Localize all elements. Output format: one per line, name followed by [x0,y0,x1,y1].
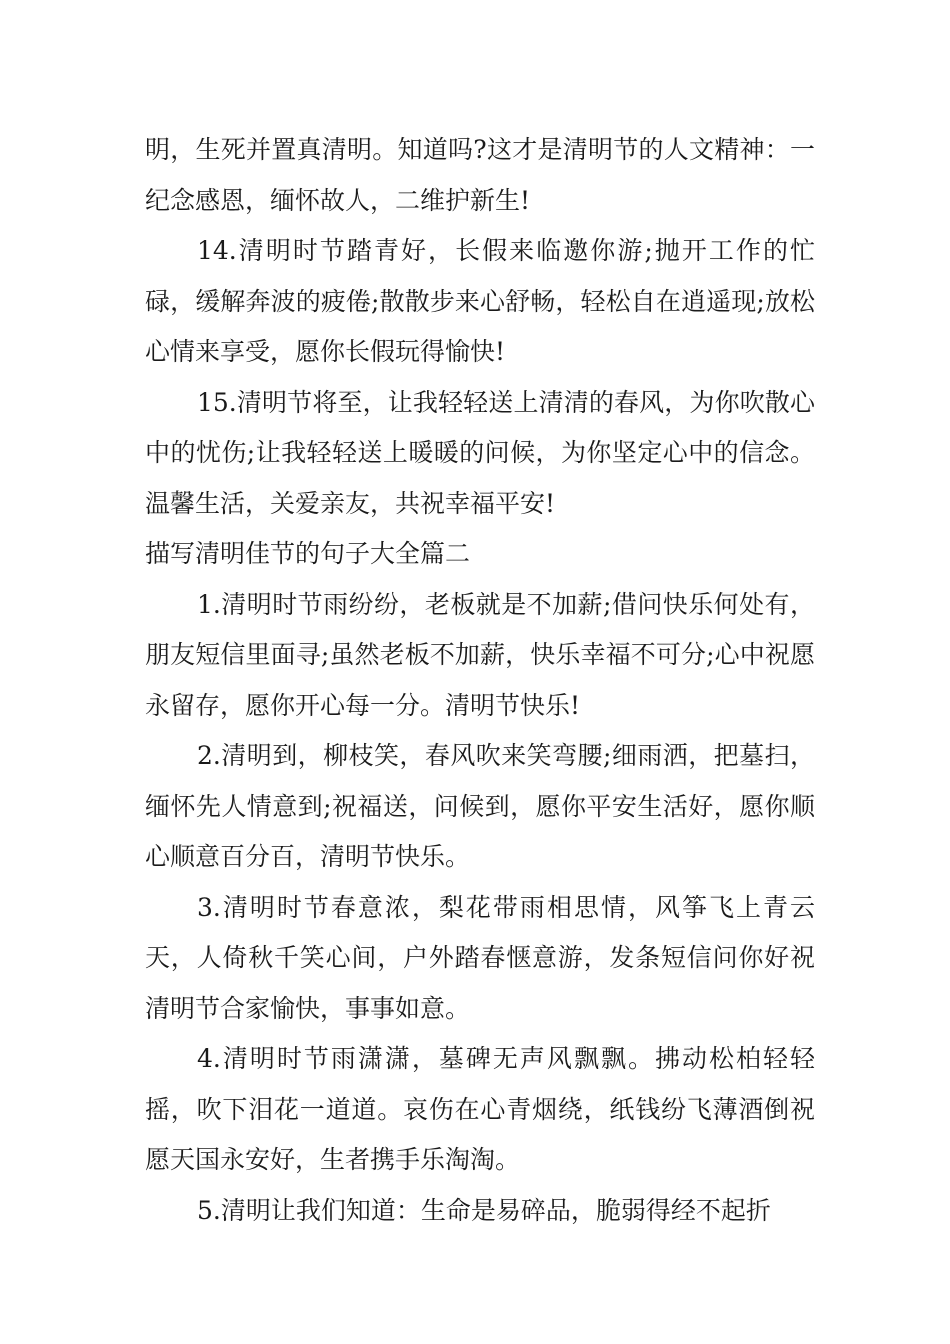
section-heading: 描写清明佳节的句子大全篇二 [145,539,471,568]
paragraph-item-3: 3.清明时节春意浓，梨花带雨相思情，风筝飞上青云天，人倚秋千笑心间，户外踏春惬意游，发条短信问你好祝清明节合家愉快，事事如意。 [145,892,815,1023]
paragraph-continued: 明，生死并置真清明。知道吗?这才是清明节的人文精神：一纪念感恩，缅怀故人，二维护新生! [145,135,815,215]
paragraph-item-4: 4.清明时节雨潇潇，墓碑无声风飘飘。拂动松柏轻轻摇，吹下泪花一道道。哀伤在心青烟绕，纸钱纷飞薄酒倒祝愿天国永安好，生者携手乐淘淘。 [145,1044,815,1174]
paragraph-item-1: 1.清明时节雨纷纷，老板就是不加薪;借问快乐何处有，朋友短信里面寻;虽然老板不加薪，快乐幸福不可分;心中祝愿永留存，愿你开心每一分。清明节快乐! [145,589,815,720]
paragraph-item-2: 2.清明到，柳枝笑，春风吹来笑弯腰;细雨洒，把墓扫，缅怀先人情意到;祝福送，问候到，愿你平安生活好，愿你顺心顺意百分百，清明节快乐。 [145,741,815,871]
paragraph-item-14: 14.清明时节踏青好，长假来临邀你游;抛开工作的忙碌，缓解奔波的疲倦;散散步来心舒畅，轻松自在逍遥现;放松心情来享受，愿你长假玩得愉快! [145,236,815,366]
document-body [145,125,815,1236]
paragraph-item-5: 5.清明让我们知道：生命是易碎品，脆弱得经不起折 [197,1195,771,1225]
paragraph-item-15: 15.清明节将至，让我轻轻送上清清的春风，为你吹散心中的忧伤;让我轻轻送上暖暖的问候，为你坚定心中的信念。温馨生活，关爱亲友，共祝幸福平安! [145,387,815,518]
